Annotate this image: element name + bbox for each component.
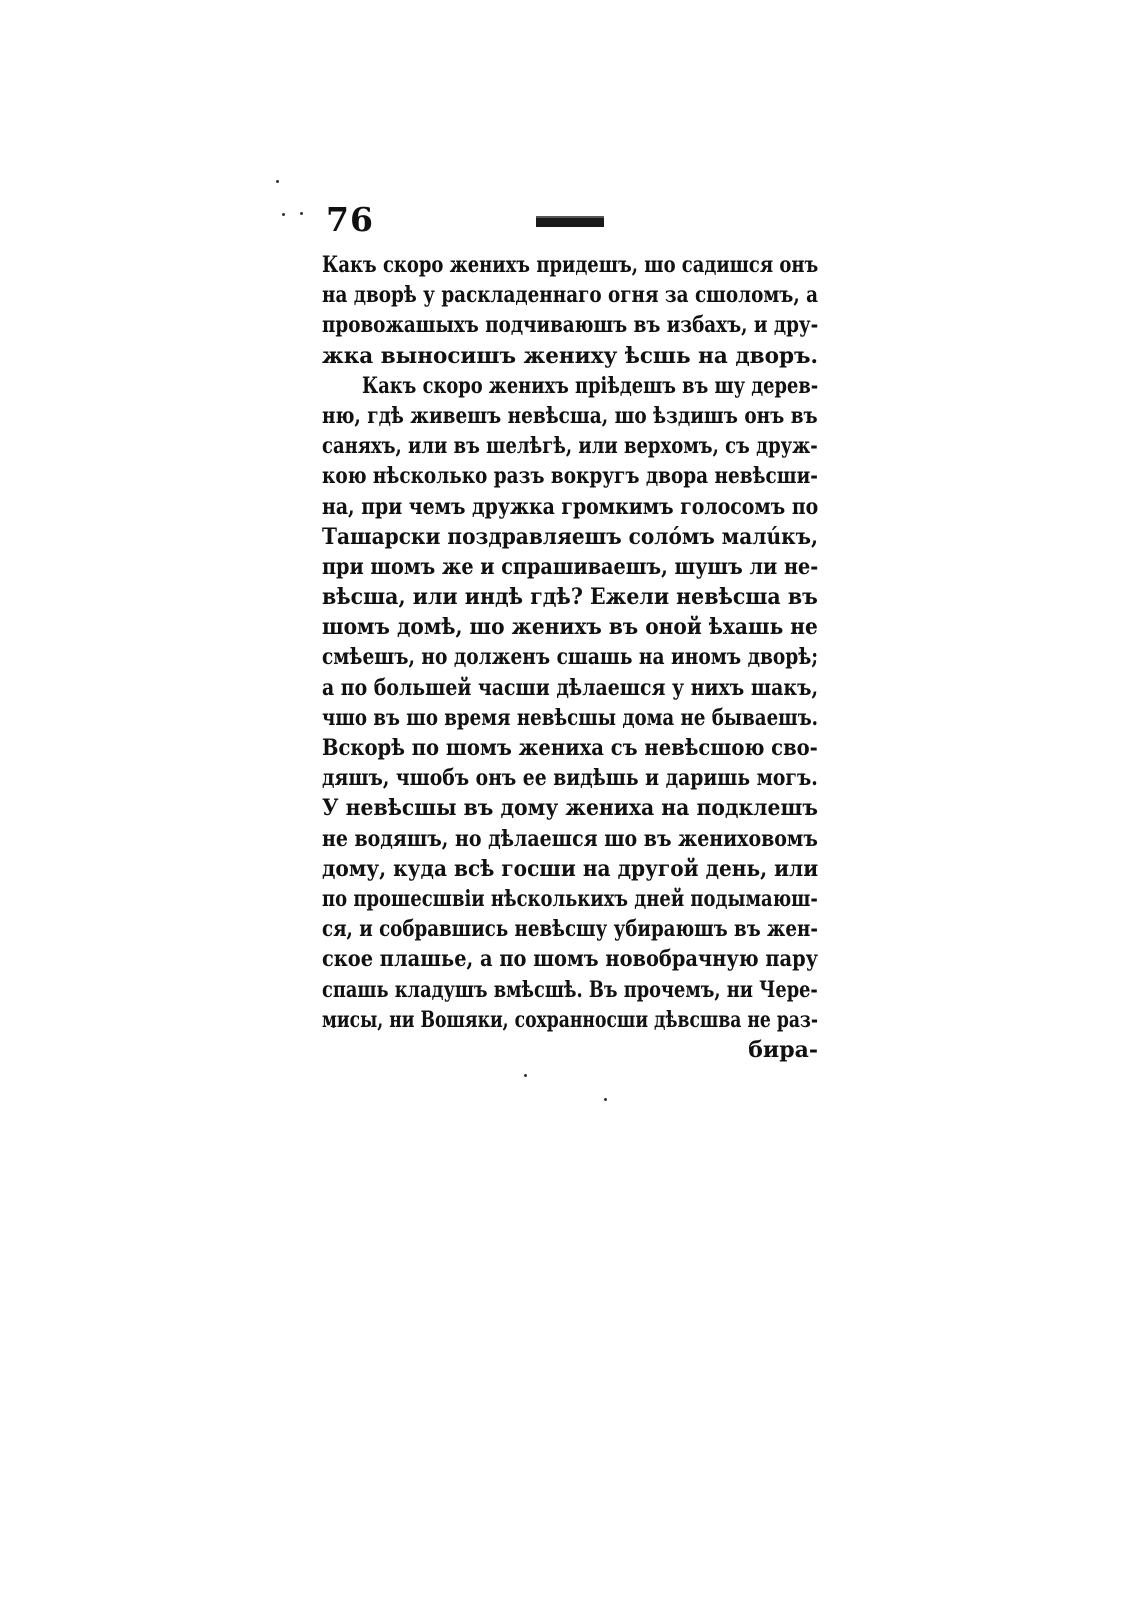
text-line: Ташарски поздравляешъ солóмъ малúкъ, xyxy=(322,523,818,550)
text-line: мисы, ни Вошяки, сохранносши дѣвсшва не раз- xyxy=(322,1006,818,1033)
print-speck xyxy=(524,1074,527,1077)
text-line: дому, куда всѣ госши на другой день, или xyxy=(322,855,818,882)
catchword: бира- xyxy=(748,1036,818,1063)
text-line: саняхъ, или въ шелѣгѣ, или верхомъ, съ друж- xyxy=(322,433,818,460)
text-line: жка выносишъ жениху ѣсшь на дворъ. xyxy=(322,342,818,369)
text-line: чшо въ шо время невѣсшы дома не бываешъ. xyxy=(322,704,818,731)
text-line: ское плашье, а по шомъ новобрачную пару xyxy=(322,946,818,973)
text-line: не водяшъ, но дѣлаешся шо въ жениховомъ xyxy=(322,825,818,852)
text-line: а по большей часши дѣлаешся у нихъ шакъ, xyxy=(322,674,818,701)
text-line: кою нѣсколько разъ вокругъ двора невѣсши- xyxy=(322,463,818,490)
text-line: шомъ домѣ, шо женихъ въ оной ѣхашь не xyxy=(322,614,818,641)
text-line: дяшъ, чшобъ онъ ее видѣшь и даришь могъ. xyxy=(322,765,818,792)
text-line: У невѣсшы въ дому жениха на подклешъ xyxy=(322,795,818,822)
text-line: Какъ скоро женихъ придешъ, шо садишся онъ xyxy=(322,252,818,278)
text-line: на, при чемъ дружка громкимъ голосомъ по xyxy=(322,493,818,520)
print-speck xyxy=(300,212,303,215)
text-line: на дворѣ у раскладеннаго огня за сшоломъ, а xyxy=(322,282,818,309)
text-line: ся, и собравшись невѣсшу убираюшъ въ жен- xyxy=(322,916,818,943)
print-speck xyxy=(604,1098,607,1101)
text-line: Вскорѣ по шомъ жениха съ невѣсшою сво- xyxy=(322,735,818,761)
text-line: провожашыхъ подчиваюшъ въ избахъ, и дру- xyxy=(322,312,818,339)
text-line: Какъ скоро женихъ пріѣдешъ въ шу дерев- xyxy=(362,372,818,399)
text-line: смѣешъ, но долженъ сшашь на иномъ дворѣ; xyxy=(322,644,818,671)
print-speck xyxy=(276,180,279,183)
text-line: спашь кладушъ вмѣсшѣ. Въ прочемъ, ни Чере- xyxy=(322,976,818,1003)
text-line: вѣсша, или индѣ гдѣ? Ежели невѣсша въ xyxy=(322,584,818,611)
body-text xyxy=(322,250,818,1065)
text-line: при шомъ же и спрашиваешъ, шушъ ли не- xyxy=(322,553,818,580)
text-line: ню, гдѣ живешъ невѣсша, шо ѣздишъ онъ въ xyxy=(322,402,818,429)
page-number: 76 xyxy=(326,200,374,239)
header-ornament-rule xyxy=(536,216,604,227)
print-speck xyxy=(282,213,285,216)
text-line: по прошесшвіи нѣсколькихъ дней подымаюш- xyxy=(322,885,818,912)
